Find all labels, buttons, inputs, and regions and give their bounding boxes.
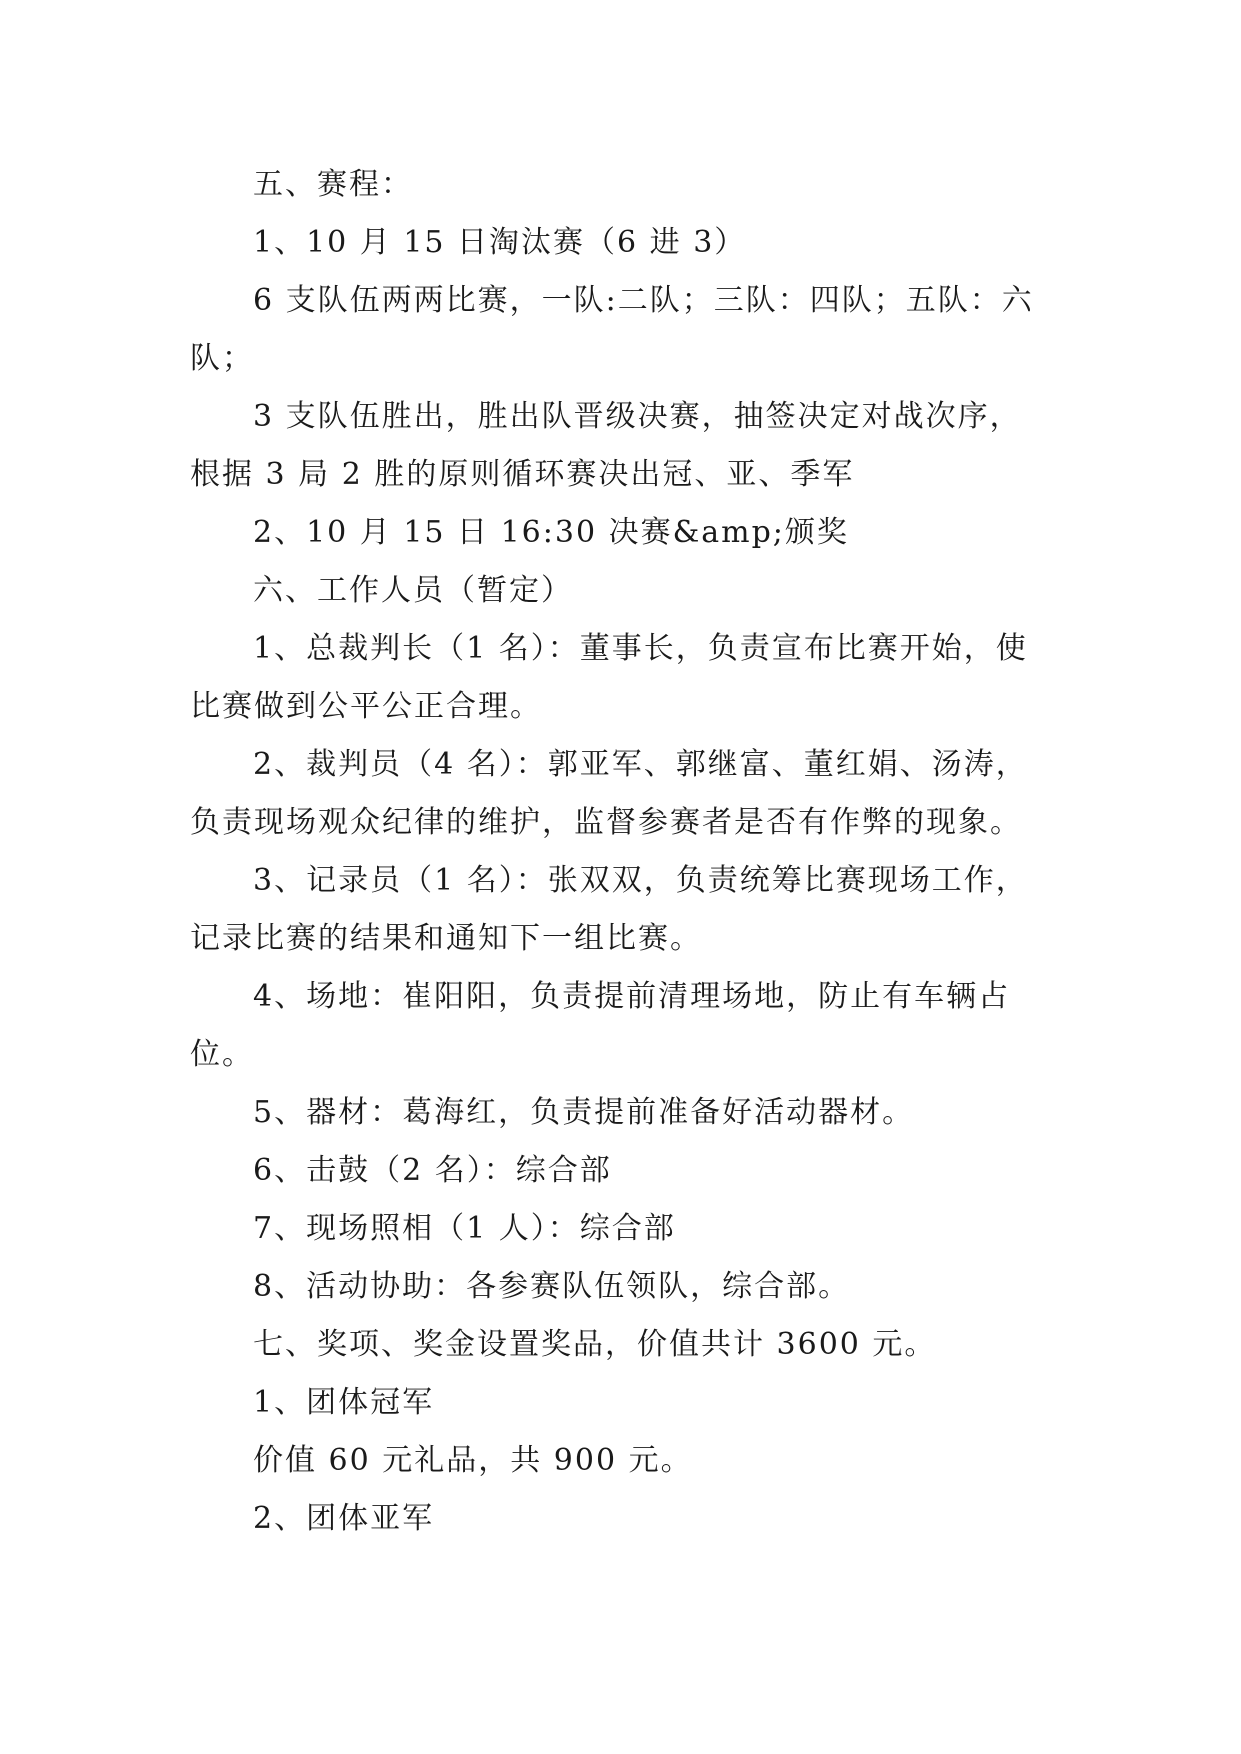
schedule-item-2: 2、10 月 15 日 16:30 决赛&amp;颁奖 bbox=[253, 515, 849, 550]
staff-item-5: 5、器材：葛海红，负责提前准备好活动器材。 bbox=[253, 1095, 915, 1130]
staff-item-4: 4、场地：崔阳阳，负责提前清理场地，防止有车辆占 bbox=[253, 979, 1011, 1014]
section-heading-awards: 七、奖项、奖金设置奖品，价值共计 3600 元。 bbox=[253, 1327, 937, 1362]
staff-item-1: 1、总裁判长（1 名）：董事长，负责宣布比赛开始，使 bbox=[253, 631, 1028, 666]
paragraph-line: 比赛做到公平公正合理。 bbox=[190, 689, 542, 724]
paragraph-line: 价值 60 元礼品，共 900 元。 bbox=[253, 1443, 693, 1478]
paragraph-line: 根据 3 局 2 胜的原则循环赛决出冠、亚、季军 bbox=[190, 457, 855, 492]
section-heading-schedule: 五、赛程： bbox=[253, 167, 413, 202]
section-heading-staff: 六、工作人员（暂定） bbox=[253, 573, 573, 608]
staff-item-3: 3、记录员（1 名）：张双双，负责统筹比赛现场工作， bbox=[253, 863, 1028, 898]
award-item-2: 2、团体亚军 bbox=[253, 1501, 435, 1536]
paragraph-line: 位。 bbox=[190, 1037, 254, 1072]
paragraph-line: 6 支队伍两两比赛，一队:二队；三队：四队；五队：六 bbox=[253, 283, 1034, 318]
schedule-item-1: 1、10 月 15 日淘汰赛（6 进 3） bbox=[253, 225, 747, 260]
paragraph-line: 记录比赛的结果和通知下一组比赛。 bbox=[190, 921, 702, 956]
staff-item-6: 6、击鼓（2 名）：综合部 bbox=[253, 1153, 612, 1188]
award-item-1: 1、团体冠军 bbox=[253, 1385, 435, 1420]
paragraph-line: 负责现场观众纪律的维护，监督参赛者是否有作弊的现象。 bbox=[190, 805, 1022, 840]
staff-item-7: 7、现场照相（1 人）：综合部 bbox=[253, 1211, 676, 1246]
staff-item-8: 8、活动协助：各参赛队伍领队，综合部。 bbox=[253, 1269, 851, 1304]
paragraph-line: 3 支队伍胜出，胜出队晋级决赛，抽签决定对战次序， bbox=[253, 399, 1022, 434]
staff-item-2: 2、裁判员（4 名）：郭亚军、郭继富、董红娟、汤涛， bbox=[253, 747, 1028, 782]
paragraph-line: 队； bbox=[190, 341, 254, 376]
